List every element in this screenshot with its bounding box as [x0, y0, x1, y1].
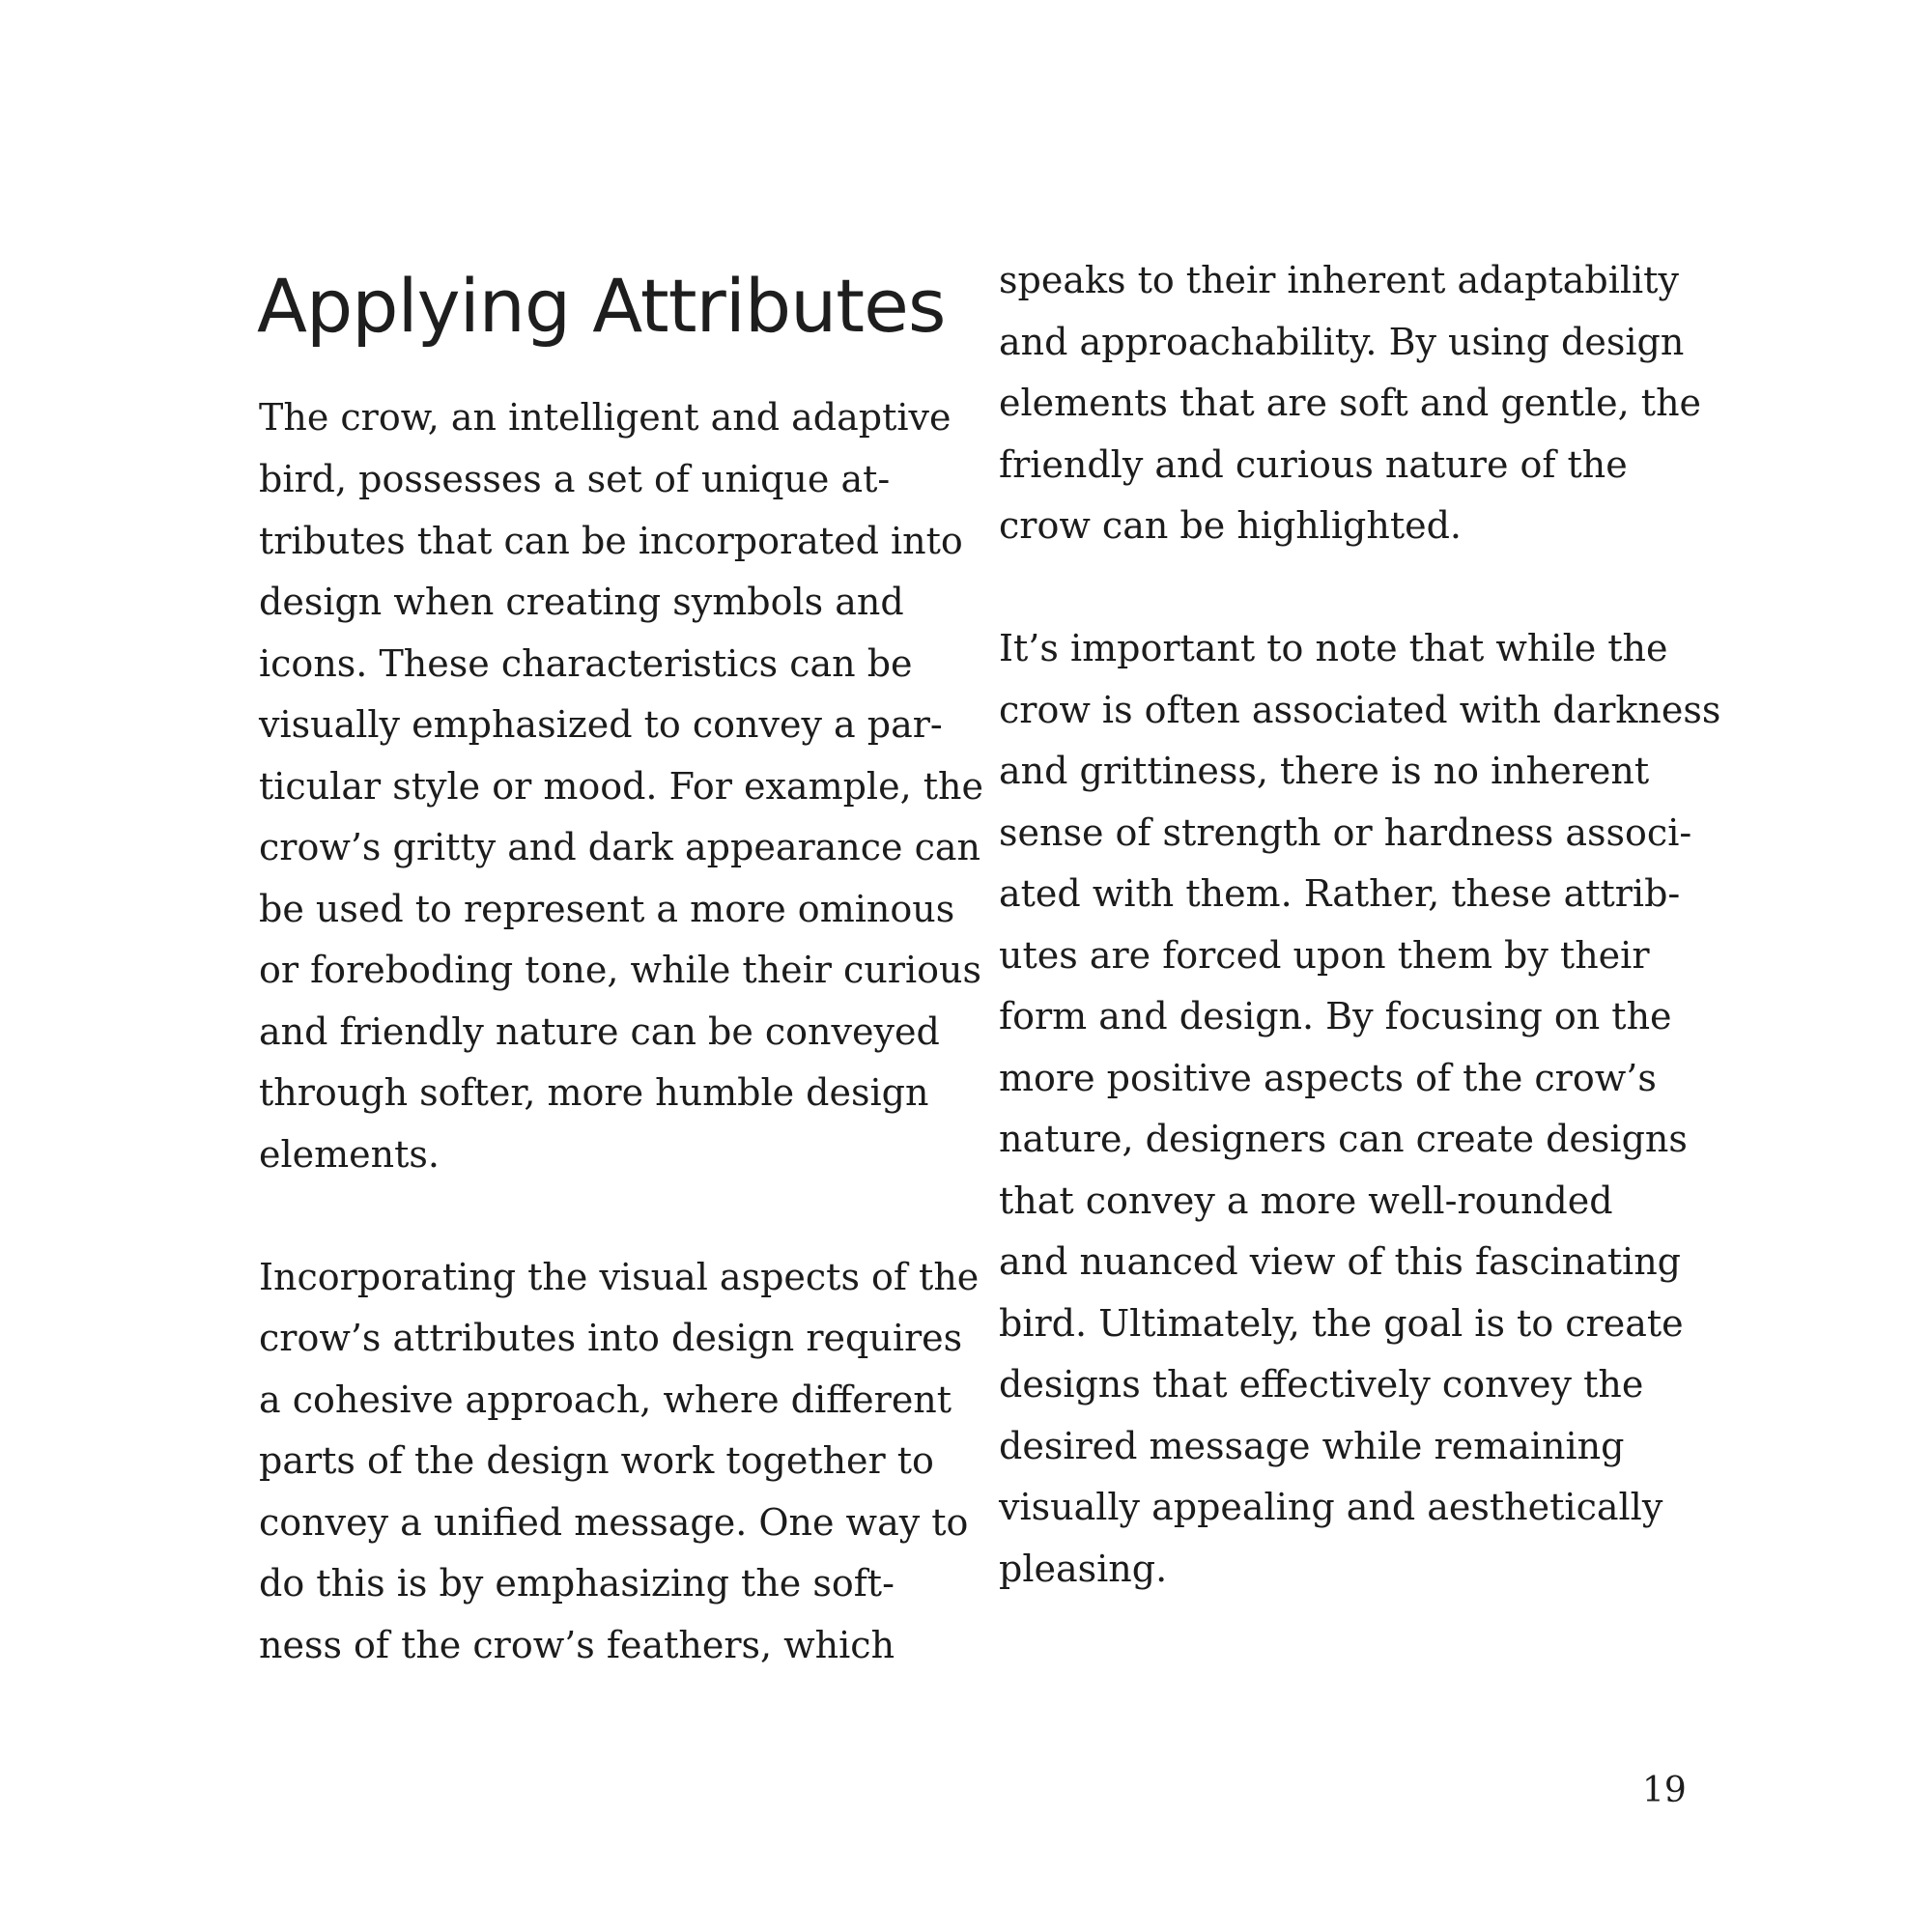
body-text-line: utes are forced upon them by their — [999, 934, 1650, 977]
body-text-line: designs that effectively convey the — [999, 1363, 1644, 1406]
body-text-line: crow can be highlighted. — [999, 504, 1463, 547]
body-text-line: visually emphasized to convey a par- — [259, 703, 943, 746]
body-text-line: convey a unified message. One way to — [259, 1501, 969, 1544]
body-text-line: and grittiness, there is no inherent — [999, 750, 1650, 792]
body-text-line: friendly and curious nature of the — [999, 443, 1628, 486]
body-text-line: The crow, an intelligent and adaptive — [259, 396, 952, 439]
body-text-line: pleasing. — [999, 1548, 1168, 1590]
body-text-line: ated with them. Rather, these attrib- — [999, 872, 1681, 915]
body-text-line: nature, designers can create designs — [999, 1118, 1688, 1160]
body-text-line: elements. — [259, 1133, 440, 1176]
body-text-line: visually appealing and aesthetically — [999, 1486, 1663, 1528]
body-text-line: icons. These characteristics can be — [259, 642, 913, 685]
body-text-line: ness of the crow’s feathers, which — [259, 1624, 895, 1666]
body-text-line: or foreboding tone, while their curious — [259, 949, 981, 991]
body-text-line: Incorporating the visual aspects of the — [259, 1256, 980, 1298]
body-text-line: and nuanced view of this fascinating — [999, 1240, 1682, 1283]
body-text-line: speaks to their inherent adaptability — [999, 259, 1679, 301]
body-text-line: sense of strength or hardness associ- — [999, 811, 1692, 854]
body-text-line: that convey a more well-rounded — [999, 1179, 1613, 1222]
body-text-line: do this is by emphasizing the soft- — [259, 1562, 895, 1605]
body-text-line: through softer, more humble design — [259, 1071, 929, 1114]
page-heading: Applying Attributes — [257, 263, 946, 349]
body-text-line: and friendly nature can be conveyed — [259, 1010, 940, 1053]
body-text-line: and approachability. By using design — [999, 321, 1685, 363]
body-text-line: crow’s gritty and dark appearance can — [259, 826, 981, 868]
body-text-line: bird, possesses a set of unique at- — [259, 458, 891, 500]
body-text-line: It’s important to note that while the — [999, 627, 1668, 669]
body-text-line: elements that are soft and gentle, the — [999, 382, 1702, 424]
body-text-line: be used to represent a more ominous — [259, 888, 955, 930]
body-text-line: design when creating symbols and — [259, 581, 904, 623]
body-text-line: bird. Ultimately, the goal is to create — [999, 1302, 1684, 1345]
body-text-line: more positive aspects of the crow’s — [999, 1057, 1657, 1099]
body-text-line: a cohesive approach, where different — [259, 1378, 952, 1421]
body-text-line: ticular style or mood. For example, the — [259, 765, 983, 808]
body-text-line: desired message while remaining — [999, 1425, 1625, 1467]
body-text-line: tributes that can be incorporated into — [259, 520, 963, 562]
body-text-line: parts of the design work together to — [259, 1439, 934, 1482]
body-text-line: form and design. By focusing on the — [999, 995, 1672, 1037]
page-number: 19 — [1642, 1771, 1687, 1810]
body-text-line: crow’s attributes into design requires — [259, 1317, 963, 1359]
body-text-line: crow is often associated with darkness — [999, 689, 1721, 731]
